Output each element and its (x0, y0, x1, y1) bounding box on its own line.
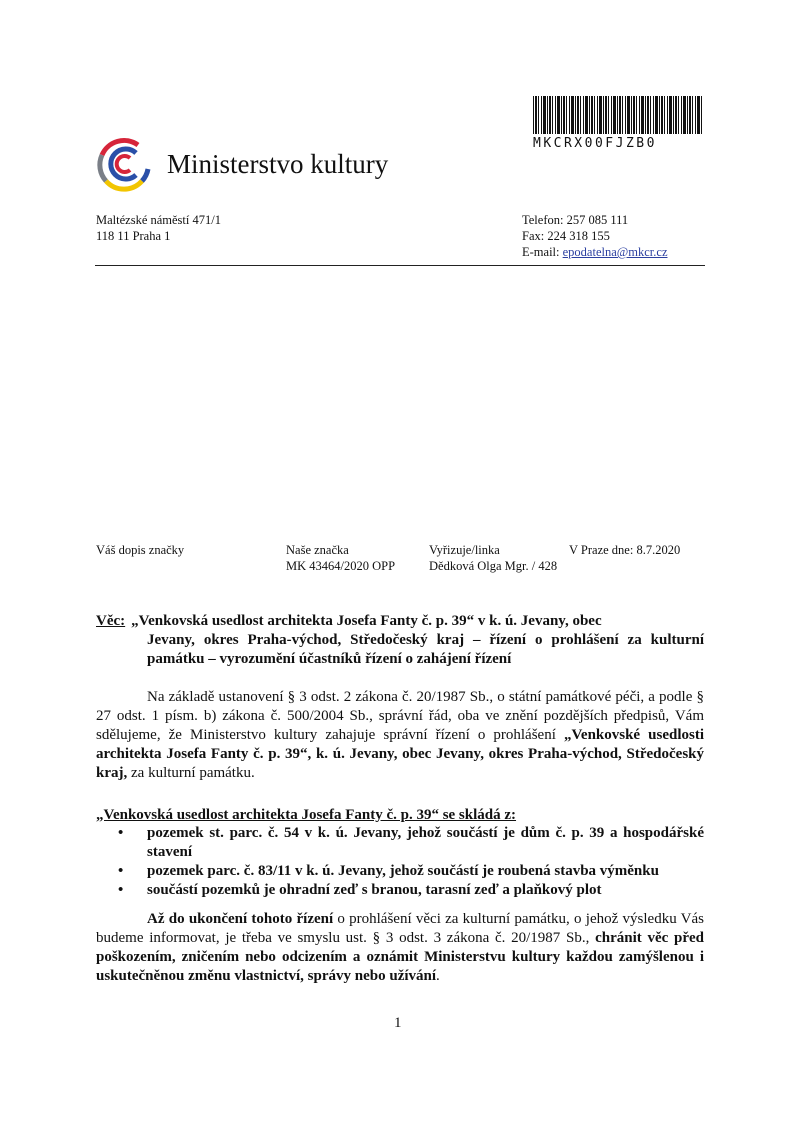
paragraph-2-normal: o prohlášení věci za kulturní památku, o jehož výsledku Vás budeme informovat, je třeba ve smyslu ust. § 3 odst. 3 zákona č. 20/1987 Sb., (96, 911, 704, 946)
header-divider (95, 265, 705, 266)
page-number: 1 (394, 1015, 402, 1031)
handler-value: Dědková Olga Mgr. / 428 (429, 559, 558, 573)
email-row (522, 244, 668, 260)
ministry-logo-icon (94, 133, 156, 195)
paragraph-1-tail: za kulturní památku. (127, 765, 255, 781)
address-line-1: Maltézské náměstí 471/1 (96, 213, 221, 227)
paragraph-2-bold-1: Až do ukončení tohoto řízení (147, 911, 334, 927)
list-item: • pozemek st. parc. č. 54 v k. ú. Jevany, jehož součástí je dům č. p. 39 a hospodářské stavení (118, 824, 704, 862)
letter-date: V Praze dne: 8.7.2020 (569, 543, 681, 557)
barcode-code: MKCRX00FJZB0 (533, 136, 657, 151)
your-ref-label: Váš dopis značky (96, 543, 185, 557)
paragraph-1-bold: „Venkovské usedlosti architekta Josefa Fanty č. p. 39“, k. ú. Jevany, obec Jevany, okres Praha-východ, Středočeský kraj, (96, 727, 705, 781)
our-ref-label: Naše značka (286, 543, 349, 557)
ministry-address (96, 212, 221, 244)
list-item: • součástí pozemků je ohradní zeď s branou, tarasní zeď a plaňkový plot (118, 881, 704, 900)
component-list (118, 824, 704, 900)
list-item: • pozemek parc. č. 83/11 v k. ú. Jevany, jehož součástí je roubená stavba výměnku (118, 862, 704, 881)
paragraph-2-bold-2: chránit věc před poškozením, zničením nebo odcizením a oznámit Ministerstvu kultury každou zamýšlenou i uskutečněnou změnu vlastnictví, správy nebo užívání (96, 930, 704, 984)
paragraph-1 (96, 688, 704, 783)
address-line-2: 118 11 Praha 1 (96, 229, 171, 243)
handler (429, 542, 557, 574)
barcode-icon (533, 96, 703, 134)
paragraph-2-text (96, 910, 704, 986)
ministry-name: Ministerstvo kultury (167, 149, 389, 179)
email-link[interactable]: epodatelna@mkcr.cz (562, 245, 668, 259)
paragraph-2 (96, 910, 704, 986)
subject (96, 612, 704, 669)
our-ref-value: MK 43464/2020 OPP (286, 559, 396, 573)
subject-label: Věc: (96, 613, 126, 629)
paragraph-1-text (96, 688, 704, 783)
subject-line-1: „Venkovská usedlost architekta Josefa Fanty č. p. 39“ v k. ú. Jevany, obec (131, 613, 602, 629)
phone: Telefon: 257 085 111 (522, 213, 629, 227)
paragraph-2-tail: . (436, 968, 440, 984)
subject-rest: Jevany, okres Praha-východ, Středočeský kraj – řízení o prohlášení za kulturní památku – vyrozumění účastníků řízení o zahájení řízení (147, 632, 704, 667)
fax: Fax: 224 318 155 (522, 229, 610, 243)
ministry-contact (522, 212, 668, 260)
our-ref (286, 542, 395, 574)
list-heading: „Venkovská usedlost architekta Josefa Fanty č. p. 39“ se skládá z: (96, 807, 517, 823)
paragraph-1-normal: Na základě ustanovení § 3 odst. 2 zákona č. 20/1987 Sb., o státní památkové péči, a podle § 27 odst. 1 písm. b) zákona č. 500/2004 Sb., správní řád, oba ve znění pozdějších předpisů, Vám sdělujeme, že Ministerstvo kultury zahajuje správní řízení o prohlášení (96, 689, 704, 743)
email-label: E-mail: (522, 245, 563, 259)
handler-label: Vyřizuje/linka (429, 543, 500, 557)
